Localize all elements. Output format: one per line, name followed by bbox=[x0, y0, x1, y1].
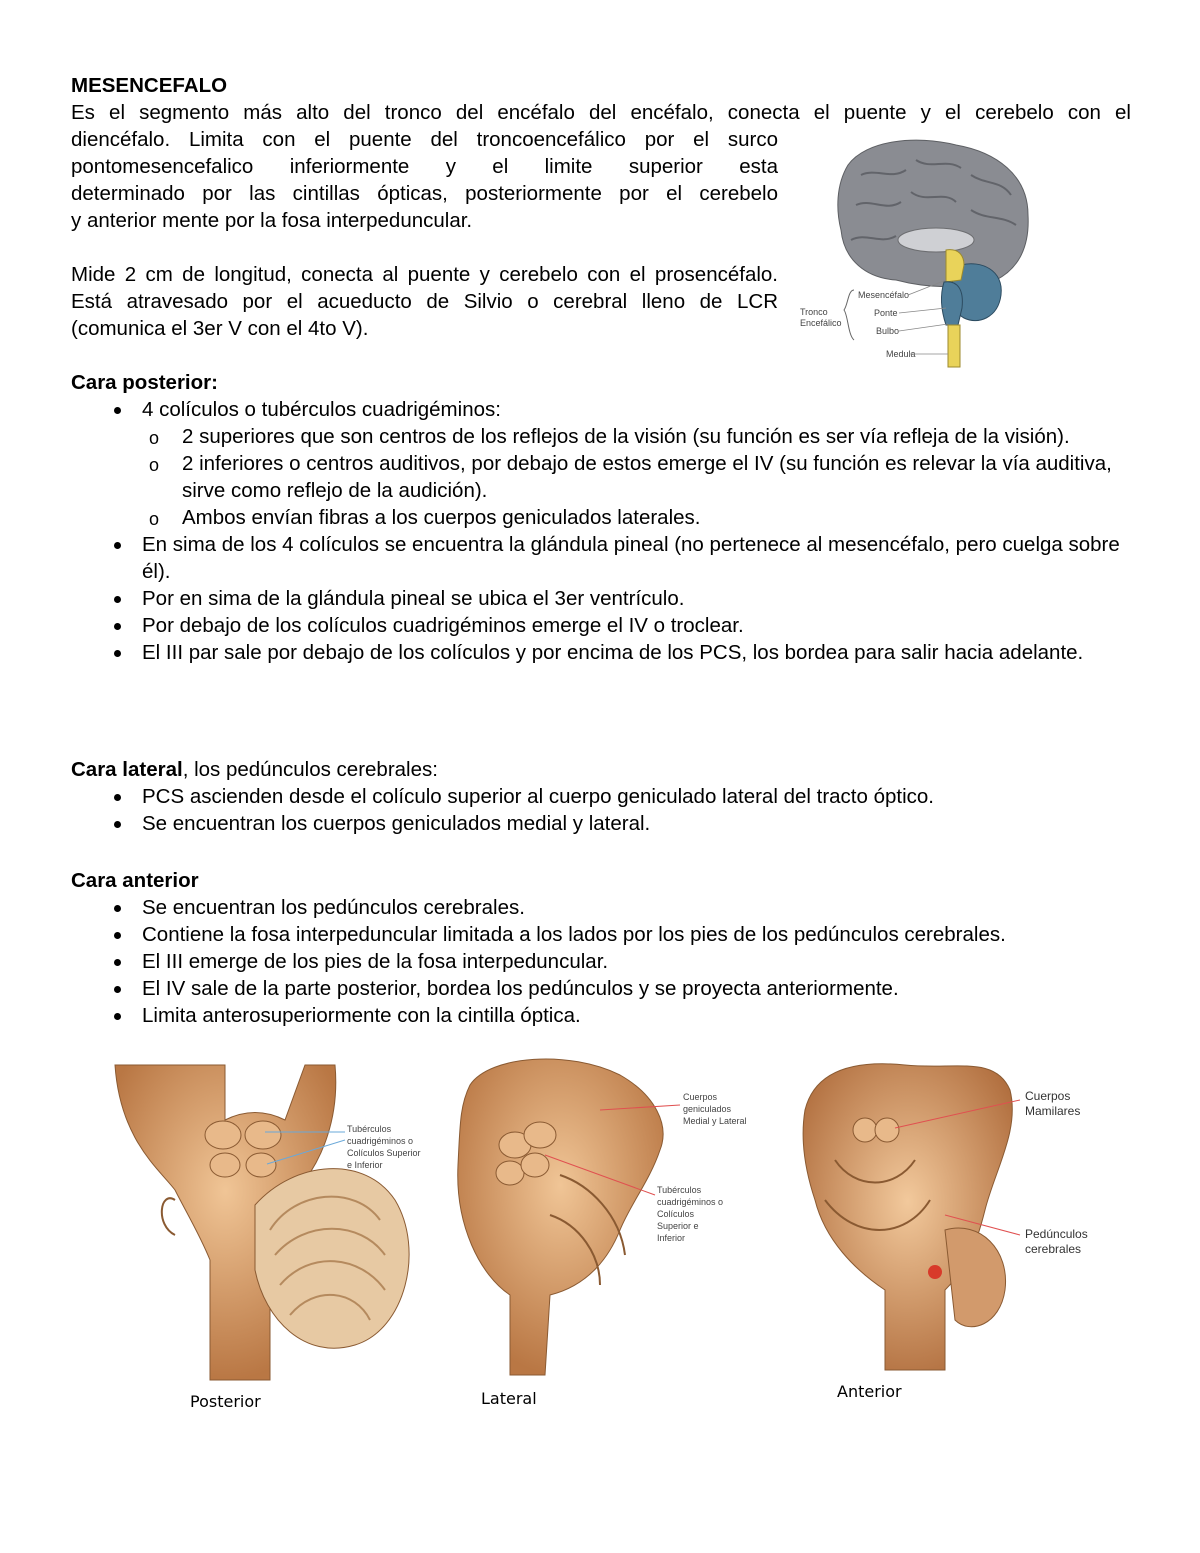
list-item-text: 2 inferiores o centros auditivos, por debajo de estos emerge el IV (su función es relevar la vía auditiva, sirve como reflejo de la audición). bbox=[182, 452, 1112, 502]
circle-bullet-icon: o bbox=[149, 428, 160, 448]
brain-label-medula: Medula bbox=[886, 349, 916, 359]
brainstem-lateral-figure bbox=[450, 1055, 765, 1385]
figure-caption-lateral: Lateral bbox=[481, 1389, 537, 1408]
bullet-icon bbox=[114, 905, 121, 912]
intro-line: determinado por las cintillas ópticas, posteriormente por el cerebelo bbox=[71, 182, 778, 205]
intro-line: y anterior mente por la fosa interpeduncular. bbox=[71, 209, 473, 232]
midbrain-shape bbox=[946, 250, 964, 282]
colliculus-shape bbox=[521, 1153, 549, 1177]
list-item-text: Se encuentran los pedúnculos cerebrales. bbox=[142, 896, 525, 919]
section-heading: Cara lateral bbox=[71, 758, 183, 781]
intro-line: diencéfalo. Limita con el puente del troncoencefálico por el surco bbox=[71, 128, 778, 151]
list-item bbox=[71, 396, 1131, 423]
intro-line: pontomesencefalico inferiormente y el limite superior esta bbox=[71, 155, 778, 178]
bullet-icon bbox=[114, 986, 121, 993]
list-item-text: PCS ascienden desde el colículo superior al cuerpo geniculado lateral del tracto óptico. bbox=[142, 785, 935, 808]
red-marker-shape bbox=[928, 1265, 942, 1279]
section-posterior bbox=[71, 369, 1131, 666]
lateral-label-2: Colículos bbox=[657, 1209, 695, 1219]
brain-group-label: Tronco bbox=[800, 307, 828, 317]
figure-caption-anterior: Anterior bbox=[837, 1382, 902, 1401]
anterior-label-1: Mamilares bbox=[1025, 1104, 1081, 1118]
colliculus-shape bbox=[524, 1122, 556, 1148]
section-heading-line bbox=[71, 756, 1131, 783]
anterior-label-2: cerebrales bbox=[1025, 1242, 1082, 1256]
lateral-label-2: Inferior bbox=[657, 1233, 686, 1243]
section-heading-rest: , los pedúnculos cerebrales: bbox=[182, 758, 438, 781]
brainstem-anterior-figure bbox=[795, 1050, 1105, 1380]
lateral-label-2: Superior e bbox=[657, 1221, 699, 1231]
sub-list-item bbox=[71, 450, 1131, 504]
section-anterior bbox=[71, 867, 1131, 1029]
anterior-label-2: Pedúnculos bbox=[1025, 1227, 1088, 1241]
bullet-list bbox=[71, 396, 1131, 423]
brain-sagittal-figure bbox=[796, 130, 1032, 372]
list-item bbox=[71, 531, 1131, 585]
bullet-icon bbox=[114, 821, 121, 828]
colliculus-shape bbox=[245, 1121, 281, 1149]
brain-label-mesencefalo: Mesencéfalo bbox=[858, 290, 910, 300]
list-item bbox=[71, 975, 1131, 1002]
colliculus-shape bbox=[496, 1161, 524, 1185]
list-item bbox=[71, 894, 1131, 921]
bullet-icon bbox=[114, 1013, 121, 1020]
leader-line bbox=[899, 308, 946, 313]
sub-list-item bbox=[71, 423, 1131, 450]
section-heading: Cara posterior: bbox=[71, 371, 218, 394]
list-item-text: 2 superiores que son centros de los reflejos de la visión (su función es ser vía refleja de la visión). bbox=[182, 425, 1070, 448]
list-item-text: Limita anterosuperiormente con la cintilla óptica. bbox=[142, 1004, 581, 1027]
list-item bbox=[71, 612, 1131, 639]
list-item bbox=[71, 585, 1131, 612]
circle-bullet-icon: o bbox=[149, 509, 160, 529]
list-item-text: Por en sima de la glándula pineal se ubica el 3er ventrículo. bbox=[142, 587, 685, 610]
cerebrum-shape bbox=[838, 140, 1028, 287]
bullet-icon bbox=[114, 932, 121, 939]
intro-line: Es el segmento más alto del tronco del encéfalo del encéfalo, conecta el puente y el cerebelo con el bbox=[71, 101, 1131, 124]
cerebellum-shape bbox=[945, 1228, 1006, 1327]
list-item-text: Se encuentran los cuerpos geniculados medial y lateral. bbox=[142, 812, 651, 835]
colliculus-shape bbox=[246, 1153, 276, 1177]
pons-shape bbox=[942, 282, 963, 325]
bullet-icon bbox=[114, 596, 121, 603]
list-item-text: El IV sale de la parte posterior, bordea los pedúnculos y se proyecta anteriormente. bbox=[142, 977, 899, 1000]
bullet-list bbox=[71, 894, 1131, 1029]
section-lateral bbox=[71, 756, 1131, 837]
list-item bbox=[71, 1002, 1131, 1029]
list-item-text: Ambos envían fibras a los cuerpos geniculados laterales. bbox=[182, 506, 701, 529]
posterior-label: cuadrigéminos o bbox=[347, 1136, 414, 1146]
brain-group-label: Encefálico bbox=[800, 318, 842, 328]
sub-list-item bbox=[71, 504, 1131, 531]
bullet-icon bbox=[114, 407, 121, 414]
list-item-text: El III par sale por debajo de los colículos y por encima de los PCS, los bordea para salir hacia adelante. bbox=[142, 641, 1084, 664]
lateral-label-1: geniculados bbox=[683, 1104, 732, 1114]
bullet-icon bbox=[114, 650, 121, 657]
corpus-callosum-shape bbox=[898, 228, 974, 252]
anterior-label-1: Cuerpos bbox=[1025, 1089, 1071, 1103]
brainstem-posterior-figure bbox=[105, 1060, 435, 1390]
figure-caption-posterior: Posterior bbox=[190, 1392, 261, 1411]
bullet-icon bbox=[114, 542, 121, 549]
posterior-label: Colículos Superior bbox=[347, 1148, 421, 1158]
section-heading: Cara anterior bbox=[71, 869, 199, 892]
list-item bbox=[71, 639, 1131, 666]
lateral-label-1: Medial y Lateral bbox=[683, 1116, 747, 1126]
brain-label-ponte: Ponte bbox=[874, 308, 898, 318]
sub-list bbox=[71, 423, 1131, 531]
circle-bullet-icon: o bbox=[149, 455, 160, 475]
spinal-cord-shape bbox=[948, 325, 960, 367]
brain-label-bulbo: Bulbo bbox=[876, 326, 900, 336]
list-item-text: El III emerge de los pies de la fosa interpeduncular. bbox=[142, 950, 609, 973]
lateral-label-2: cuadrigéminos o bbox=[657, 1197, 724, 1207]
colliculus-shape bbox=[210, 1153, 240, 1177]
list-item bbox=[71, 921, 1131, 948]
posterior-label: e Inferior bbox=[347, 1160, 383, 1170]
brace-icon bbox=[844, 290, 854, 340]
page-title: MESENCEFALO bbox=[71, 74, 228, 97]
lateral-label-2: Tubérculos bbox=[657, 1185, 702, 1195]
lateral-label-1: Cuerpos bbox=[683, 1092, 718, 1102]
mamillary-body-shape bbox=[875, 1118, 899, 1142]
list-item bbox=[71, 948, 1131, 975]
bullet-icon bbox=[114, 959, 121, 966]
list-item-text: Por debajo de los colículos cuadrigéminos emerge el IV o troclear. bbox=[142, 614, 744, 637]
leader-line bbox=[899, 324, 948, 331]
list-item-text: Contiene la fosa interpeduncular limitada a los lados por los pies de los pedúnculos cerebrales. bbox=[142, 923, 1006, 946]
bullet-list bbox=[71, 783, 1131, 837]
posterior-label: Tubérculos bbox=[347, 1124, 392, 1134]
list-item-text: En sima de los 4 colículos se encuentra la glándula pineal (no pertenece al mesencéfalo, pero cuelga sobre él). bbox=[142, 533, 1120, 583]
list-item bbox=[71, 783, 1131, 810]
brainstem-shape bbox=[458, 1059, 663, 1375]
colliculus-shape bbox=[205, 1121, 241, 1149]
cerebellum-cut-shape bbox=[255, 1169, 409, 1349]
bullet-icon bbox=[114, 794, 121, 801]
list-item-text: 4 colículos o tubérculos cuadrigéminos: bbox=[142, 398, 501, 421]
bullet-list bbox=[71, 531, 1131, 666]
list-item bbox=[71, 810, 1131, 837]
bullet-icon bbox=[114, 623, 121, 630]
mamillary-body-shape bbox=[853, 1118, 877, 1142]
length-paragraph: Mide 2 cm de longitud, conecta al puente y cerebelo con el prosencéfalo. Está atravesado por el acueducto de Silvio o cerebral lleno de LCR (comunica el 3er V con el 4to V). bbox=[71, 263, 778, 340]
